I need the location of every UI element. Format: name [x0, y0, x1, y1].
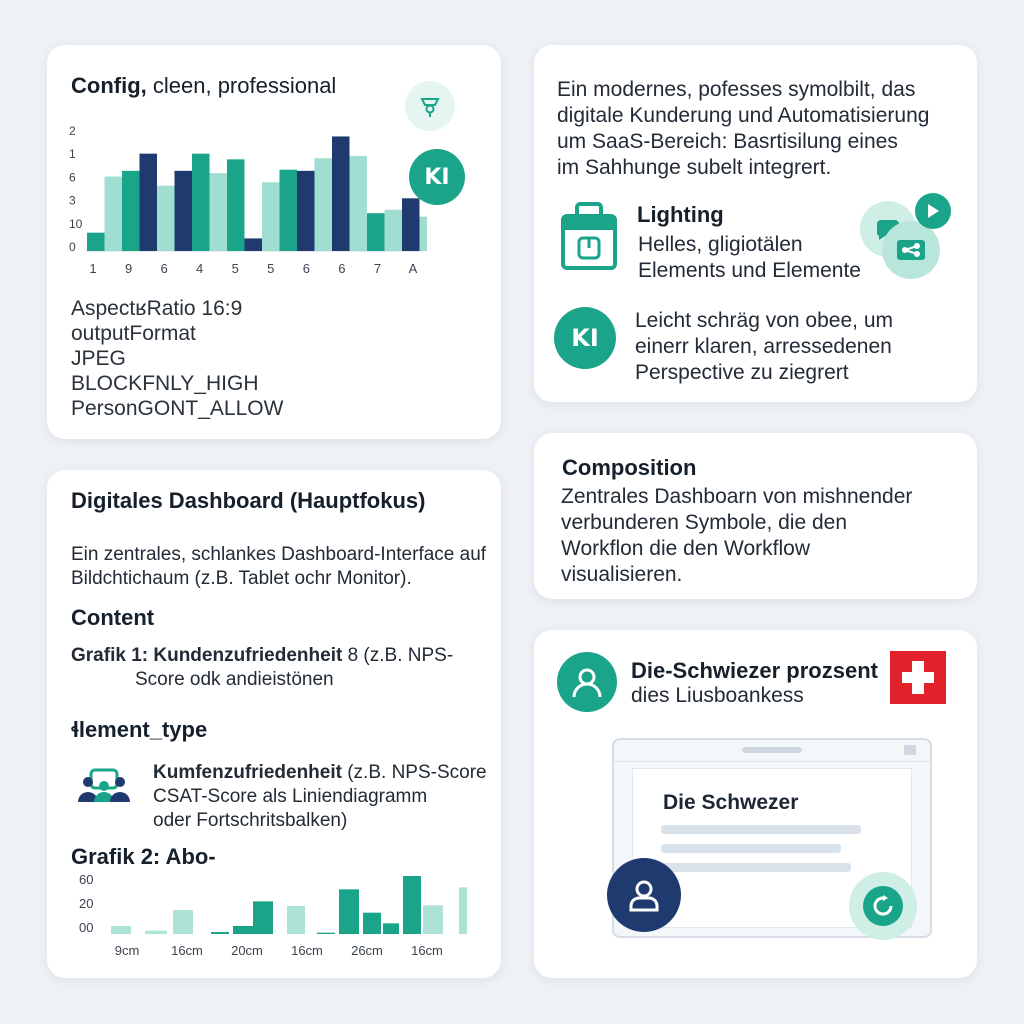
config-param: JPEG [71, 347, 126, 370]
bar [192, 154, 210, 251]
intro-text [557, 77, 929, 181]
y-tick-label: 20 [79, 896, 94, 911]
x-tick-label: 4 [196, 261, 204, 276]
composition-line: visualisieren. [561, 563, 683, 586]
bar [423, 905, 443, 934]
y-tick-label: 2 [69, 124, 76, 138]
x-tick-label: 7 [373, 261, 382, 276]
content-line [661, 863, 851, 872]
grafik-1-rest: 8 (z.B. NPS- [342, 645, 454, 666]
grafik-2-label: Grafik 2: Abo- [71, 844, 216, 869]
bar [383, 923, 399, 934]
bar [385, 210, 403, 251]
config-title-rest: cleen, professional [146, 73, 337, 98]
bar [287, 906, 305, 934]
config-title-bold: Config, [71, 73, 147, 98]
bar [339, 889, 359, 934]
y-tick-label: 0 [69, 240, 76, 254]
x-tick-label: 9cm [114, 943, 140, 958]
x-tick-label: 16cm [171, 943, 203, 958]
intro-line: digitale Kunderung und Automatisierung [557, 104, 930, 127]
bar [227, 159, 245, 251]
bar [145, 931, 167, 934]
intro-card [534, 45, 977, 402]
ki-line: einerr klaren, arressedenen [635, 335, 892, 358]
bar [175, 171, 193, 251]
x-tick-label: 16cm [411, 943, 443, 958]
x-tick-label: 16cm [291, 943, 323, 958]
y-tick-label: 60 [79, 872, 94, 887]
x-tick-label: A [408, 261, 418, 276]
content-heading: Content [71, 605, 155, 630]
content-lines [661, 825, 861, 882]
kumf-bold: Kumfenzufriedenheit [153, 762, 342, 783]
bar [122, 171, 140, 251]
bar [211, 932, 229, 934]
composition-title: Composition [562, 455, 697, 480]
bar [111, 926, 131, 934]
intro-line: Ein modernes, pofesses symolbilt, das [557, 78, 916, 101]
ki-line: Leicht schräg von obee, um [635, 309, 893, 332]
refresh-icon[interactable] [849, 872, 917, 940]
bar [245, 238, 263, 251]
config-param: AspectʁRatio 16:9 [71, 297, 243, 320]
bar [140, 154, 158, 251]
bar [105, 177, 123, 251]
dashboard-intro-line: Ein zentrales, schlankes Dashboard-Interface auf [71, 544, 487, 565]
flow-icon [882, 221, 940, 279]
config-card [47, 45, 501, 439]
dashboard-intro-line: Bildchtichaum (z.B. Tablet ochr Monitor). [71, 568, 412, 589]
team-icon [77, 768, 131, 804]
intro-line: im Sahhunge subelt integrert. [557, 156, 832, 179]
x-tick-label: 1 [89, 261, 97, 276]
element-type-heading: ɬlement_type [71, 717, 208, 742]
content-line [661, 844, 841, 853]
x-tick-label: 5 [267, 261, 275, 276]
x-tick-label: 20cm [231, 943, 263, 958]
composition-line: verbunderen Symbole, die den [561, 511, 848, 534]
swiss-title: Die-Schwiezer prozsent [631, 658, 878, 683]
bar [315, 158, 333, 251]
composition-card [534, 433, 977, 599]
ki-badge-2-label: KI [571, 324, 599, 352]
bar [253, 901, 273, 934]
bar [173, 910, 193, 934]
y-tick-label: 3 [69, 193, 76, 208]
swiss-subtitle: dies Liusboankess [631, 684, 804, 707]
bar [367, 213, 385, 251]
ki-badge-2 [554, 307, 616, 369]
config-param: PersonGONT_ALLOW [71, 397, 284, 420]
dashboard-card [47, 470, 501, 978]
kumf-line2: CSAT-Score als Liniendiagramm [153, 786, 428, 807]
x-tick-label: 6 [160, 261, 168, 276]
y-tick-label: 1 [69, 147, 76, 162]
bar [420, 217, 428, 251]
composition-line: Workflon die den Workflow [561, 537, 810, 560]
bar [297, 171, 315, 251]
kumf-line3: oder Fortschritsbalken) [153, 810, 348, 831]
grafik-1-line1 [71, 644, 453, 668]
bar [332, 136, 350, 251]
dashboard-intro [71, 543, 486, 591]
person-circle-icon [557, 652, 617, 712]
config-param: BLOCKFNLY_HIGH [71, 372, 259, 395]
y-tick-label: 00 [79, 920, 94, 935]
lighting-line: Helles, gligiotälen [638, 233, 803, 256]
ki-text [635, 308, 893, 386]
bar [403, 876, 421, 934]
kumf-line1 [153, 761, 487, 785]
x-tick-label: 26cm [351, 943, 383, 958]
x-tick-label: 6 [302, 261, 310, 276]
lighting-line: Elements und Elemente [638, 259, 861, 282]
ki-line: Perspective zu ziegrert [635, 361, 849, 384]
composition-text [561, 484, 912, 588]
toolbox-icon [559, 200, 619, 272]
bar [350, 156, 368, 251]
lighting-title: Lighting [637, 202, 724, 227]
swiss-flag-icon [890, 651, 946, 704]
bar [87, 233, 105, 251]
bar [233, 926, 253, 934]
grafik-1 [71, 644, 453, 692]
lighting-text [638, 232, 861, 284]
intro-line: um SaaS-Bereich: Basrtisilung eines [557, 130, 898, 153]
config-param: outputFormat [71, 322, 196, 345]
bar [262, 182, 280, 251]
composition-line: Zentrales Dashboarn von mishnender [561, 485, 913, 508]
grafik-1-line2: Score odk andieistönen [135, 669, 334, 690]
bar [317, 933, 335, 934]
play-icon[interactable] [915, 193, 951, 229]
swiss-card [534, 630, 977, 978]
x-tick-label: 5 [231, 261, 239, 276]
bar [280, 170, 298, 251]
chart-2 [67, 868, 467, 963]
chart-1 [57, 115, 427, 285]
kumf-rest: (z.B. NPS-Score [341, 762, 487, 783]
y-tick-label: 6 [69, 170, 76, 185]
bar [363, 913, 381, 934]
browser-titlebar [614, 740, 930, 762]
content-line [661, 825, 861, 834]
ki-badge-label: KI [424, 164, 450, 190]
kumf-text [153, 761, 487, 833]
bar [210, 173, 228, 251]
x-tick-label: 9 [124, 261, 133, 276]
config-title [71, 73, 336, 99]
dashboard-title: Digitales Dashboard (Hauptfokus) [71, 488, 426, 513]
y-tick-label: 10 [69, 216, 83, 231]
user-icon[interactable] [607, 858, 681, 932]
bar [459, 887, 467, 934]
config-params [71, 296, 283, 421]
grafik-1-label: Grafik 1: Kundenzufriedenheit [71, 645, 343, 666]
bar [402, 198, 420, 251]
bar [157, 186, 175, 251]
x-tick-label: 6 [338, 261, 346, 276]
window-title: Die Schwezer [663, 791, 799, 814]
